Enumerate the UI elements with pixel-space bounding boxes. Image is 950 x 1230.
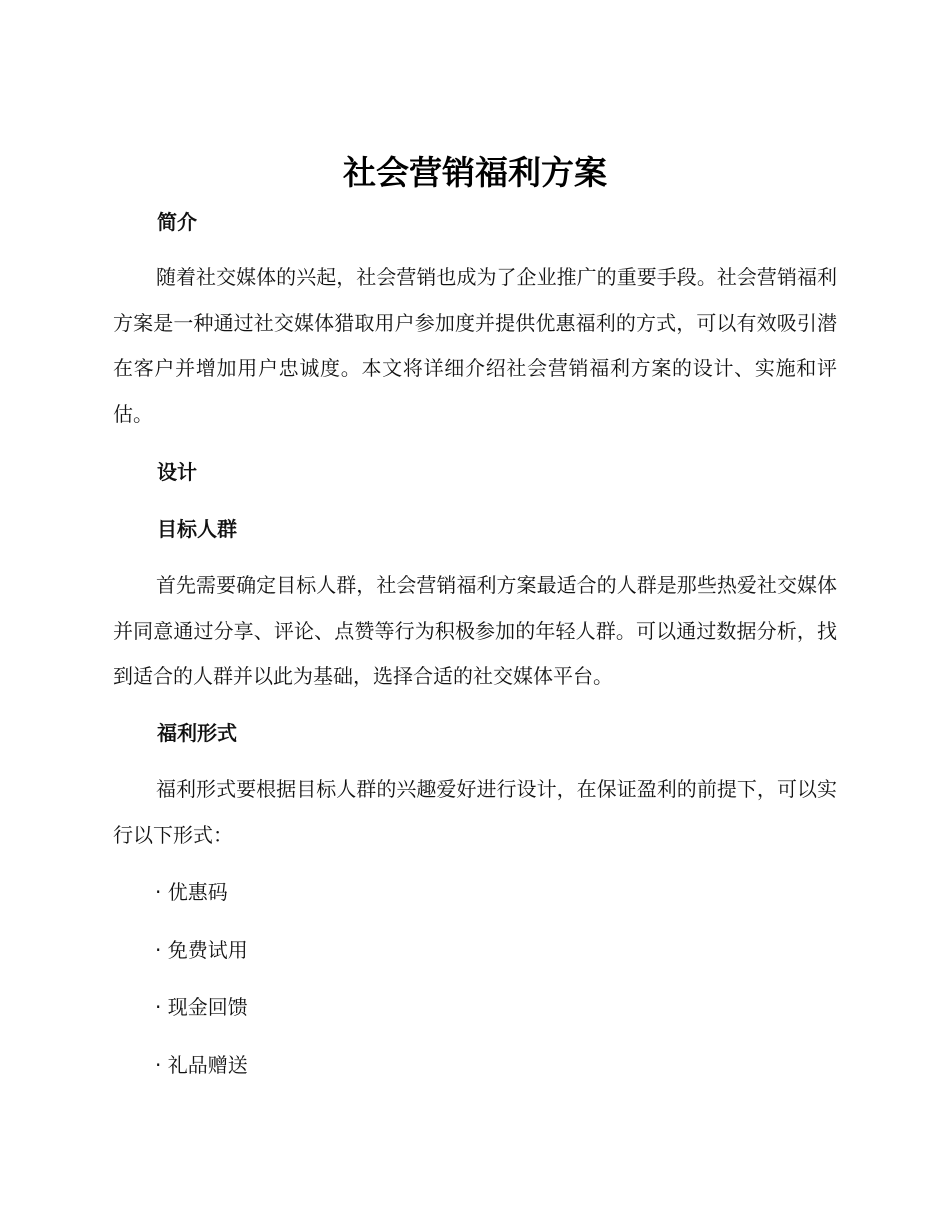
list-item-cashback: · 现金回馈 xyxy=(155,995,248,1019)
section-heading-forms: 福利形式 xyxy=(157,721,237,745)
list-item-coupon: · 优惠码 xyxy=(155,880,228,904)
intro-paragraph: 随着社交媒体的兴起，社会营销也成为了企业推广的重要手段。社会营销福利方案是一种通过社交媒体猎取用户参加度并提供优惠福利的方式，可以有效吸引潜在客户并增加用户忠诚度。本文将详细介绍社会营销福利方案的设计、实施和评估。 xyxy=(113,265,837,426)
target-paragraph: 首先需要确定目标人群，社会营销福利方案最适合的人群是那些热爱社交媒体并同意通过分享、评论、点赞等行为积极参加的年轻人群。可以通过数据分析，找到适合的人群并以此为基础，选择合适的社交媒体平台。 xyxy=(113,573,837,688)
forms-paragraph: 福利形式要根据目标人群的兴趣爱好进行设计，在保证盈利的前提下，可以实行以下形式： xyxy=(113,777,837,847)
section-heading-intro: 简介 xyxy=(157,210,197,234)
section-heading-target: 目标人群 xyxy=(157,517,237,541)
list-item-free-trial: · 免费试用 xyxy=(155,938,248,962)
list-item-gift: · 礼品赠送 xyxy=(155,1053,248,1077)
document-title: 社会营销福利方案 xyxy=(343,153,607,192)
section-heading-design: 设计 xyxy=(157,460,197,484)
